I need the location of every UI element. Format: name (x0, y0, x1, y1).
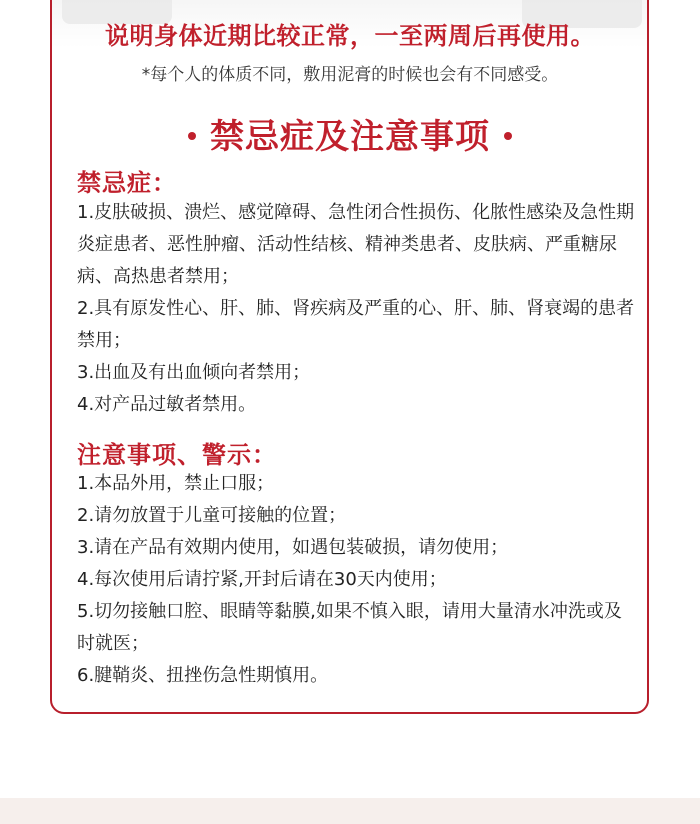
list-item: 3.请在产品有效期内使用，如遇包装破损，请勿使用； (77, 537, 509, 558)
precautions-list (77, 468, 637, 692)
list-item: 2.具有原发性心、肝、肺、肾疾病及严重的心、肝、肺、肾衰竭的患者禁用； (77, 298, 635, 351)
list-item: 1.本品外用，禁止口服； (77, 473, 275, 494)
list-item: 1.皮肤破损、溃烂、感觉障碍、急性闭合性损伤、化脓性感染及急性期炎症患者、恶性肿瘤、活动性结核、精神类患者、皮肤病、严重糖尿病、高热患者禁用； (77, 202, 635, 287)
precautions-heading: 注意事项、警示： (77, 441, 277, 469)
contraindications-list (77, 197, 637, 421)
bottom-band (0, 798, 700, 824)
list-item: 4.每次使用后请拧紧,开封后请在30天内使用； (77, 569, 447, 590)
usage-notice-sub: *每个人的体质不同，敷用泥膏的时候也会有不同感受。 (141, 65, 559, 85)
section-title (0, 109, 700, 158)
contraindications-heading: 禁忌症： (77, 169, 177, 197)
list-item: 2.请勿放置于儿童可接触的位置； (77, 505, 347, 526)
list-item: 6.腱鞘炎、扭挫伤急性期慎用。 (77, 665, 329, 686)
bullet-dot-icon (188, 132, 196, 140)
list-item: 4.对产品过敏者禁用。 (77, 394, 257, 415)
bullet-dot-icon (504, 132, 512, 140)
section-title-text: 禁忌症及注意事项 (210, 117, 490, 157)
usage-notice-main: 说明身体近期比较正常，一至两周后再使用。 (105, 22, 595, 50)
list-item: 5.切勿接触口腔、眼睛等黏膜,如果不慎入眼，请用大量清水冲洗或及时就医； (77, 601, 622, 654)
list-item: 3.出血及有出血倾向者禁用； (77, 362, 311, 383)
